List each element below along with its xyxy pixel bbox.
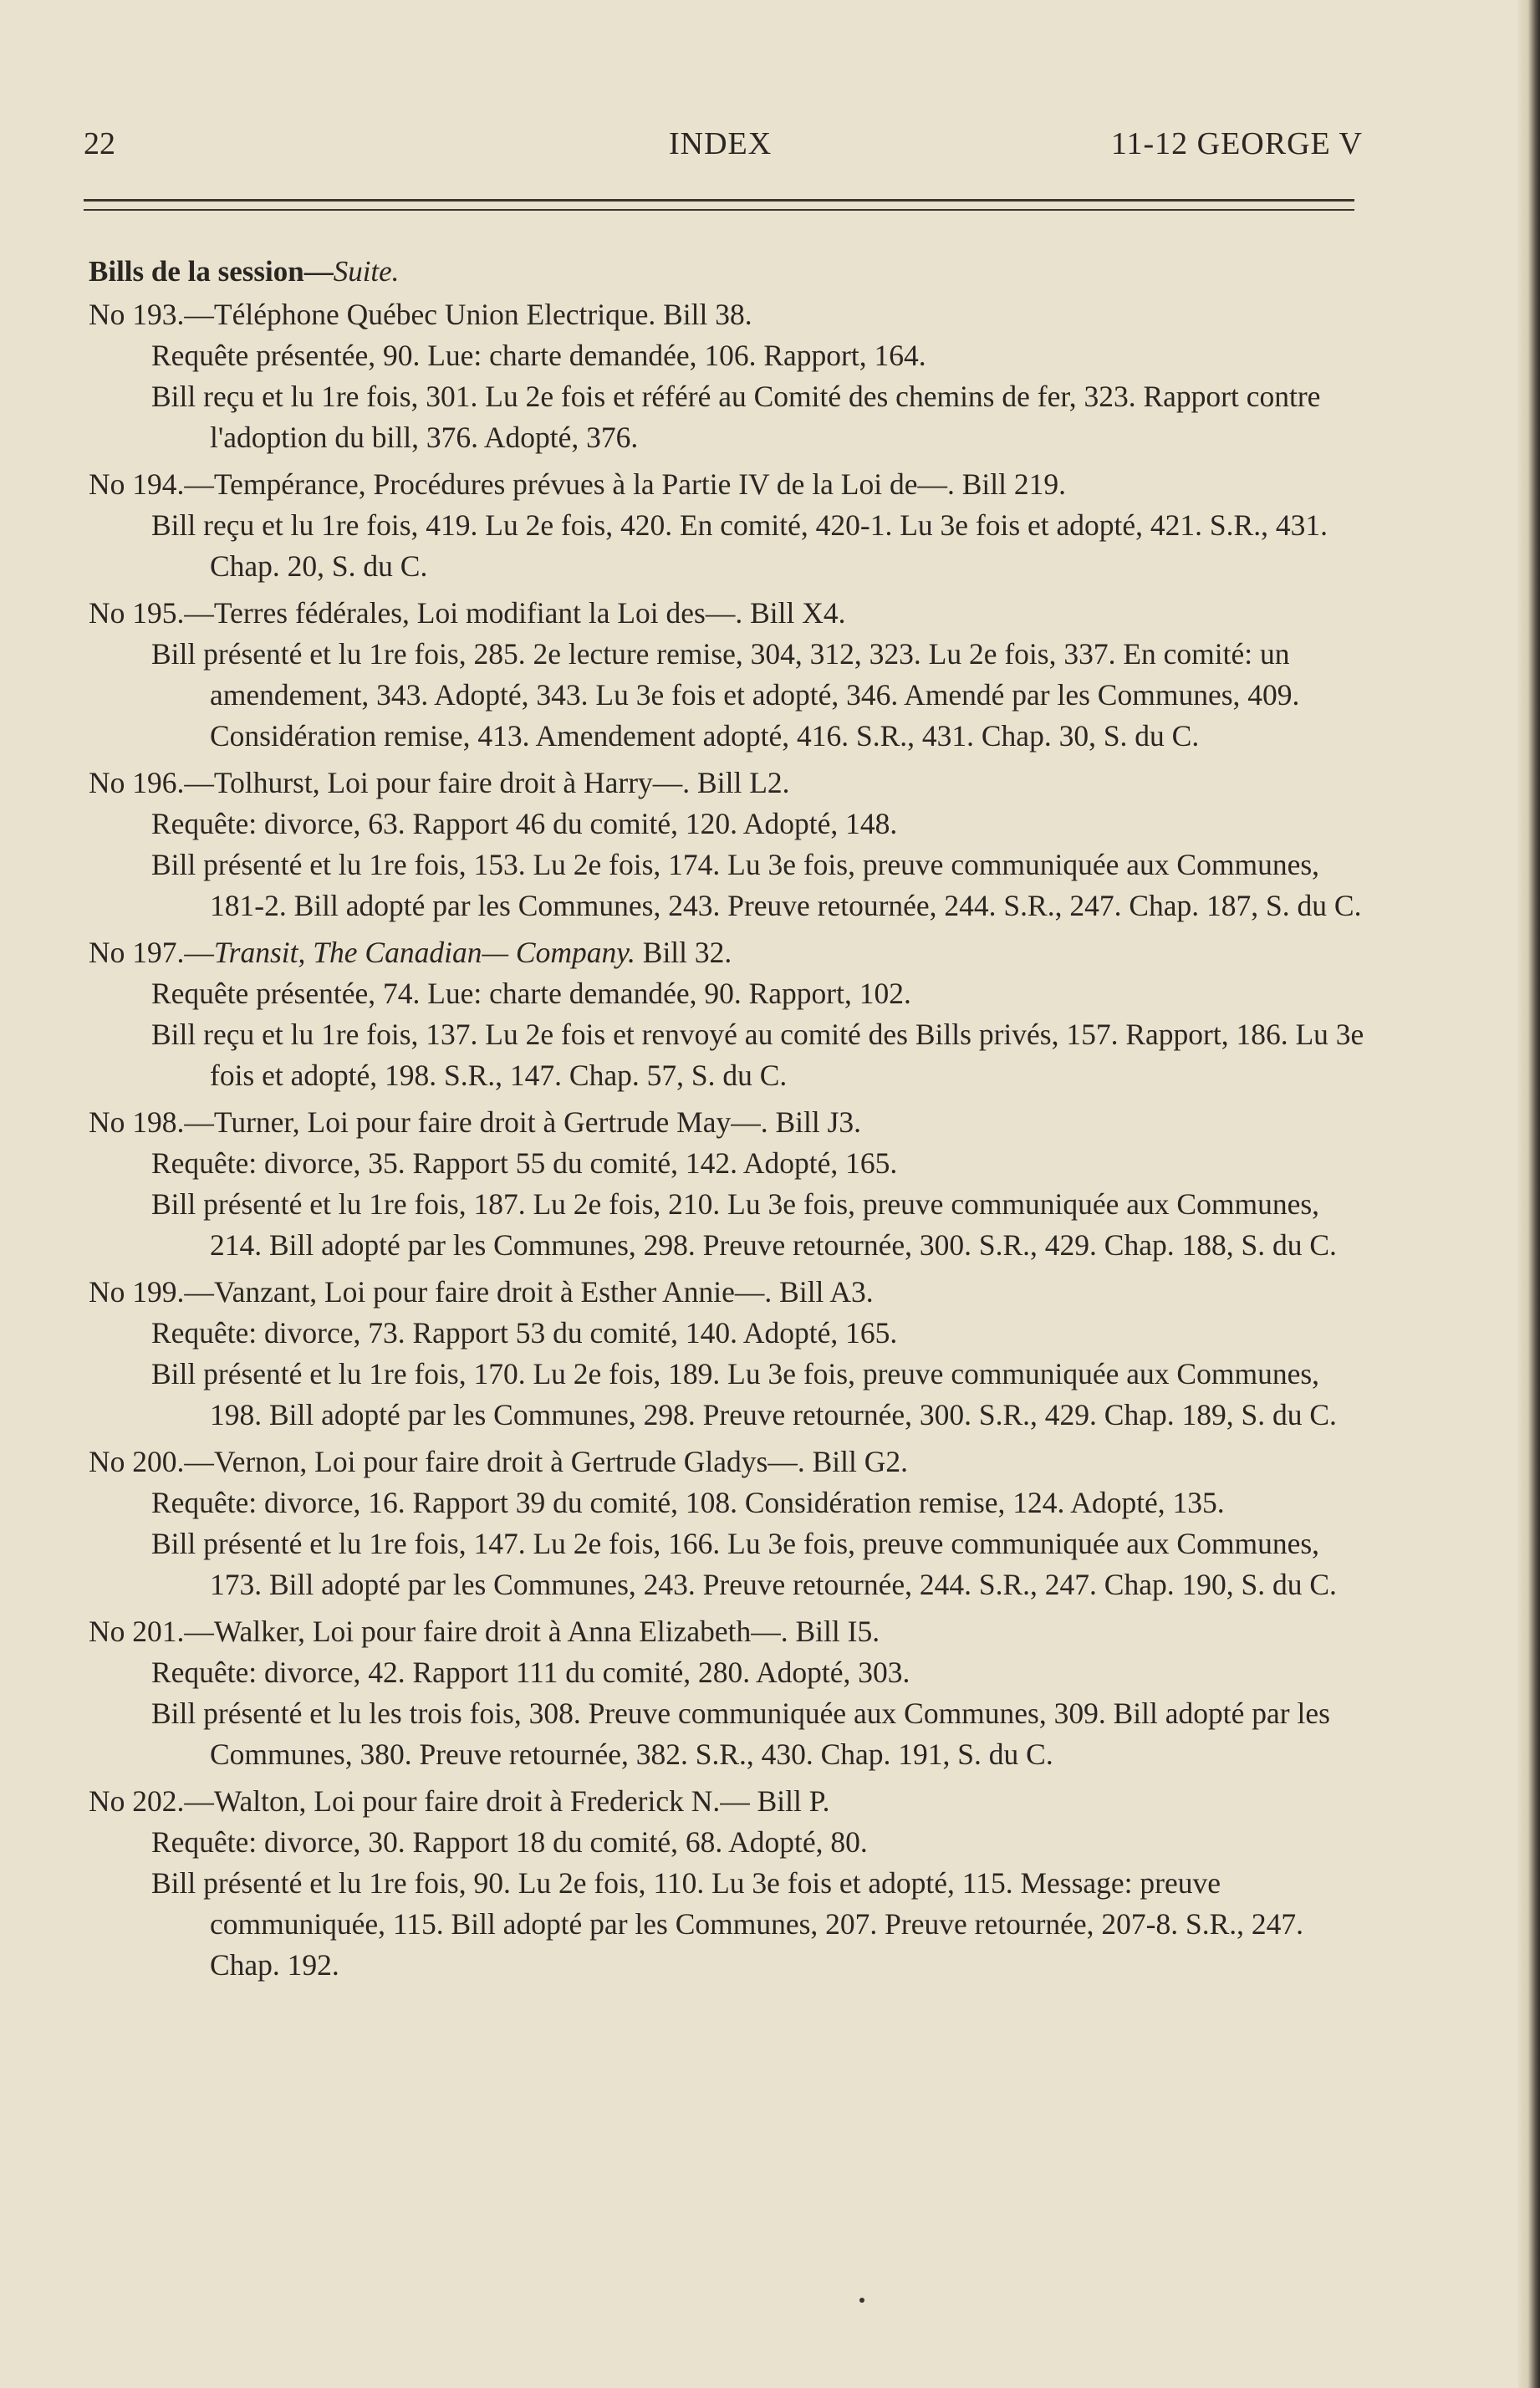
entry-line: Bill présenté et lu 1re fois, 285. 2e lecture remise, 304, 312, 323. Lu 2e fois, 337. En comité: un amendement, 343. Adopté, 343. Lu 3e fois et adopté, 346. Amendé par les Communes, 409. Considération remise, 413. Amendement adopté, 416. S.R., 431. Chap. 30, S. du C.: [151, 637, 1300, 753]
index-entry-196: [89, 763, 1372, 926]
entry-line: Requête: divorce, 42. Rapport 111 du comité, 280. Adopté, 303.: [151, 1656, 910, 1689]
entry-title: [89, 932, 1372, 973]
entry-line: Requête présentée, 90. Lue: charte demandée, 106. Rapport, 164.: [151, 339, 926, 372]
section-heading: [89, 251, 1372, 292]
running-title: INDEX: [669, 126, 773, 161]
entry-line: Bill présenté et lu 1re fois, 147. Lu 2e fois, 166. Lu 3e fois, preuve communiquée aux Communes, 173. Bill adopté par les Communes, 243. Preuve retournée, 244. S.R., 247. Chap. 190, S. du C.: [151, 1527, 1337, 1601]
index-entry-194: [89, 464, 1372, 587]
index-entry-197: [89, 932, 1372, 1096]
index-content: [89, 251, 1372, 1992]
entry-line: Bill présenté et lu les trois fois, 308. Preuve communiquée aux Communes, 309. Bill adopté par les Communes, 380. Preuve retournée, 382. S.R., 430. Chap. 191, S. du C.: [151, 1697, 1330, 1771]
page-edge: [1518, 0, 1540, 2388]
index-entry-195: [89, 593, 1372, 757]
entry-line: Bill reçu et lu 1re fois, 137. Lu 2e fois et renvoyé au comité des Bills privés, 157. Rapport, 186. Lu 3e fois et adopté, 198. S.R., 147. Chap. 57, S. du C.: [151, 1018, 1364, 1092]
entry-title: No 198.—Turner, Loi pour faire droit à Gertrude May—. Bill J3.: [89, 1105, 862, 1139]
section-heading-text: Bills de la session—: [89, 255, 334, 288]
entry-line: Requête: divorce, 35. Rapport 55 du comité, 142. Adopté, 165.: [151, 1146, 898, 1180]
section-heading-suffix: Suite.: [333, 255, 400, 288]
index-entry-200: [89, 1441, 1372, 1605]
page-header: [84, 125, 1363, 176]
entry-line: Requête: divorce, 30. Rapport 18 du comité, 68. Adopté, 80.: [151, 1825, 868, 1859]
entry-line: Requête: divorce, 73. Rapport 53 du comité, 140. Adopté, 165.: [151, 1316, 898, 1350]
entry-title-prefix: No 197.—: [89, 936, 214, 969]
entry-title: No 196.—Tolhurst, Loi pour faire droit à Harry—. Bill L2.: [89, 766, 790, 799]
entry-title: No 202.—Walton, Loi pour faire droit à Frederick N.— Bill P.: [89, 1784, 830, 1818]
printer-mark: [859, 2298, 864, 2303]
entry-title: No 193.—Téléphone Québec Union Electrique. Bill 38.: [89, 298, 752, 331]
page-number: 22: [84, 126, 115, 161]
entry-line: Requête: divorce, 63. Rapport 46 du comité, 120. Adopté, 148.: [151, 807, 898, 840]
entry-line: Bill reçu et lu 1re fois, 301. Lu 2e fois et référé au Comité des chemins de fer, 323. Rapport contre l'adoption du bill, 376. Adopté, 376.: [151, 380, 1321, 454]
entry-line: Bill présenté et lu 1re fois, 153. Lu 2e fois, 174. Lu 3e fois, preuve communiquée aux Communes, 181-2. Bill adopté par les Communes, 243. Preuve retournée, 244. S.R., 247. Chap. 187, S. du C.: [151, 848, 1362, 922]
index-entry-198: [89, 1102, 1372, 1266]
entry-line: Requête: divorce, 16. Rapport 39 du comité, 108. Considération remise, 124. Adopté, 135.: [151, 1486, 1225, 1519]
index-entry-199: [89, 1272, 1372, 1436]
entry-line: Bill présenté et lu 1re fois, 187. Lu 2e fois, 210. Lu 3e fois, preuve communiquée aux Communes, 214. Bill adopté par les Communes, 298. Preuve retournée, 300. S.R., 429. Chap. 188, S. du C.: [151, 1187, 1337, 1262]
entry-line: Requête présentée, 74. Lue: charte demandée, 90. Rapport, 102.: [151, 977, 911, 1010]
header-rule: [84, 199, 1354, 202]
entry-title: No 199.—Vanzant, Loi pour faire droit à Esther Annie—. Bill A3.: [89, 1275, 874, 1309]
index-entry-201: [89, 1611, 1372, 1775]
index-entry-202: [89, 1781, 1372, 1986]
entry-title: No 201.—Walker, Loi pour faire droit à Anna Elizabeth—. Bill I5.: [89, 1615, 880, 1648]
running-date: 11-12 GEORGE V: [1110, 126, 1363, 161]
index-entry-193: [89, 294, 1372, 458]
entry-title-suffix: Bill 32.: [635, 936, 732, 969]
entry-line: Bill présenté et lu 1re fois, 90. Lu 2e fois, 110. Lu 3e fois et adopté, 115. Message: preuve communiquée, 115. Bill adopté par les Communes, 207. Preuve retournée, 207-8. S.R., 247. Chap. 192.: [151, 1866, 1304, 1982]
entry-title-italic: Transit, The Canadian— Company.: [213, 936, 635, 969]
entry-title: No 200.—Vernon, Loi pour faire droit à Gertrude Gladys—. Bill G2.: [89, 1445, 908, 1478]
entry-title: No 194.—Tempérance, Procédures prévues à la Partie IV de la Loi de—. Bill 219.: [89, 467, 1067, 501]
entry-title: No 195.—Terres fédérales, Loi modifiant la Loi des—. Bill X4.: [89, 596, 846, 630]
entry-line: Bill présenté et lu 1re fois, 170. Lu 2e fois, 189. Lu 3e fois, preuve communiquée aux Communes, 198. Bill adopté par les Communes, 298. Preuve retournée, 300. S.R., 429. Chap. 189, S. du C.: [151, 1357, 1337, 1431]
header-rule-double: [84, 209, 1354, 211]
entry-line: Bill reçu et lu 1re fois, 419. Lu 2e fois, 420. En comité, 420-1. Lu 3e fois et adopté, 421. S.R., 431. Chap. 20, S. du C.: [151, 508, 1328, 583]
